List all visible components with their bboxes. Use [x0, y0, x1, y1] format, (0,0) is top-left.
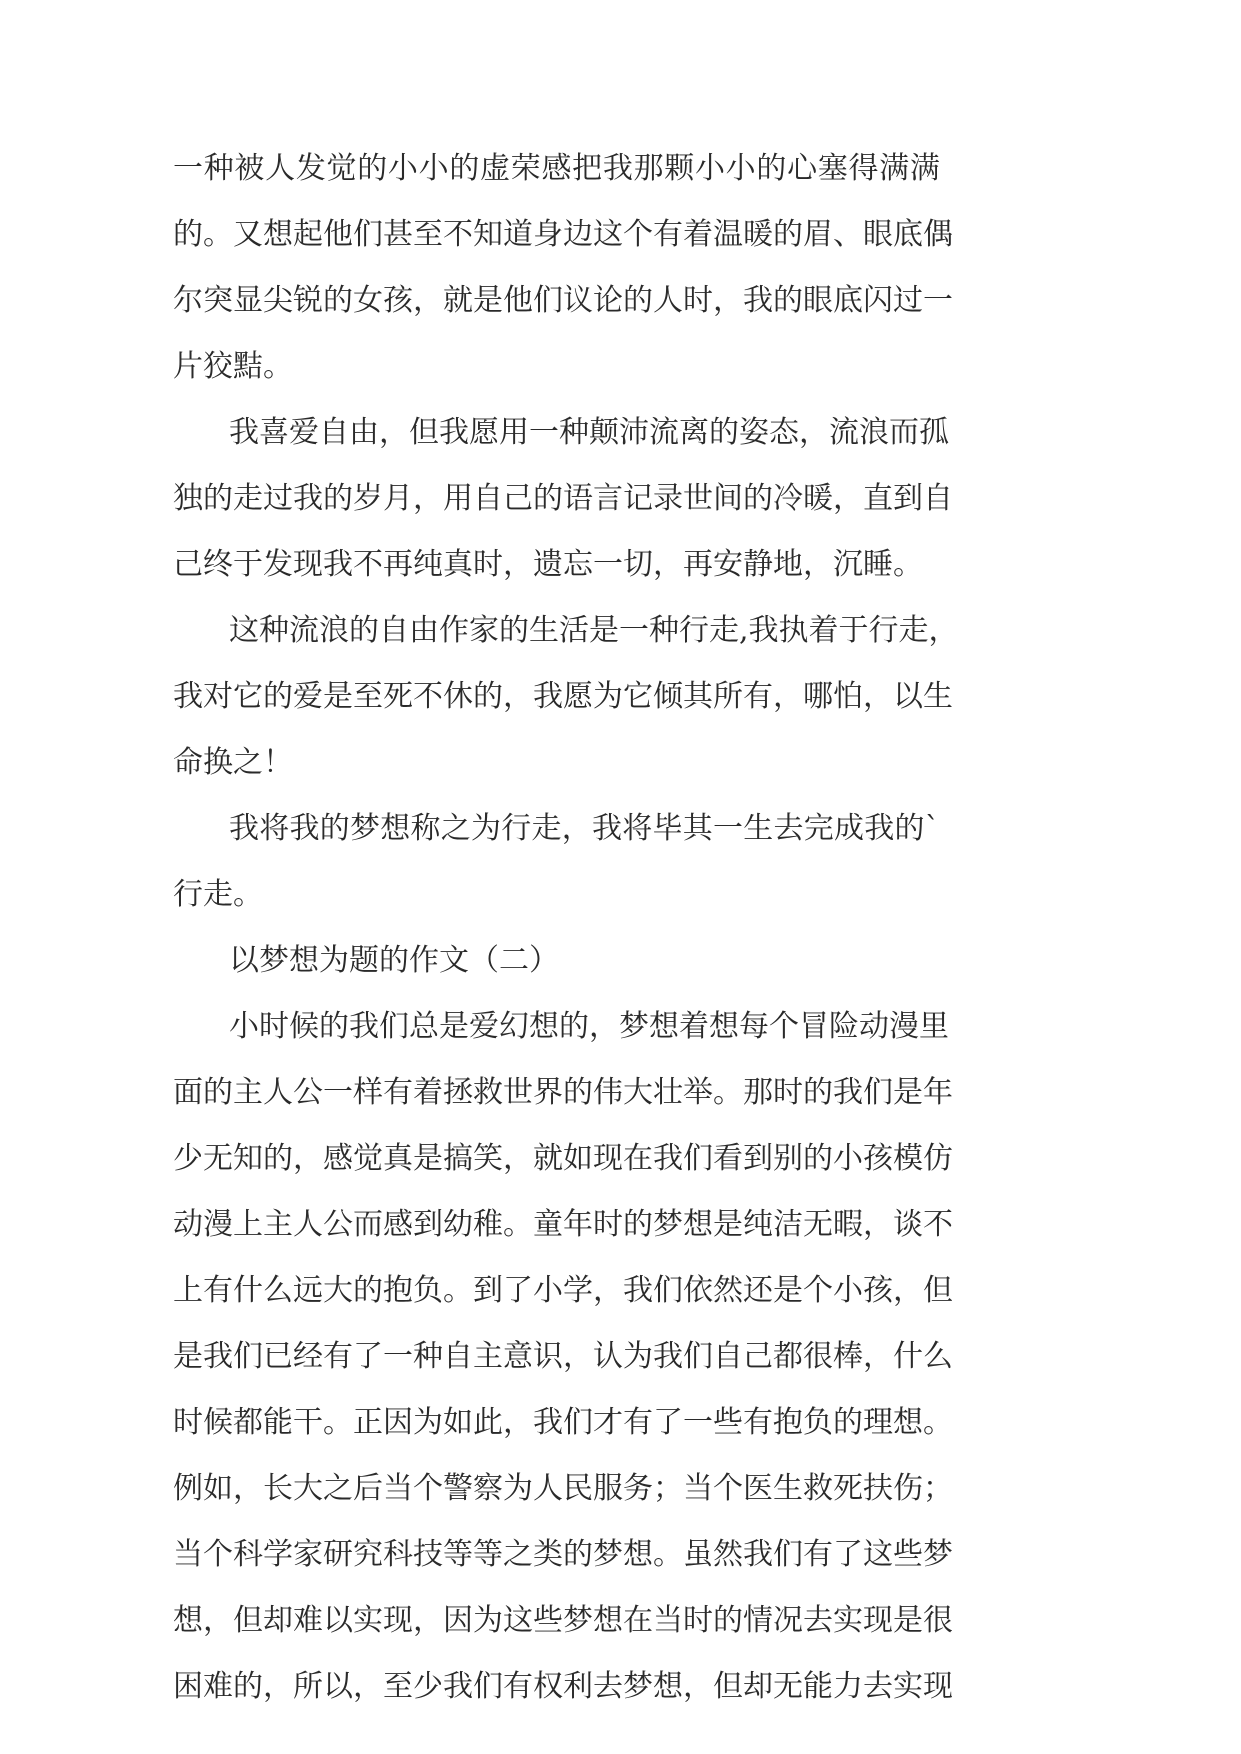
- text-line: 小 时 候 的 我 们 总 是 爱 幻 想 的 ， 梦 想 着 想 每 个 冒 险 动 漫 里: [229, 1009, 949, 1044]
- text-line: 行走。: [173, 877, 263, 912]
- text-line: 一 种 被 人 发 觉 的 小 小 的 虚 荣 感 把 我 那 颗 小 小 的 心 塞 得 满 满: [173, 151, 940, 186]
- text-line: 是 我 们 已 经 有 了 一 种 自 主 意 识 ， 认 为 我 们 自 己 都 很 棒 ， 什 么: [173, 1339, 953, 1374]
- text-line: 命换之！: [173, 745, 293, 780]
- text-line: 尔 突 显 尖 锐 的 女 孩 ， 就 是 他 们 议 论 的 人 时 ， 我 的 眼 底 闪 过 一: [173, 283, 953, 318]
- text-line: 少 无 知 的 ， 感 觉 真 是 搞 笑 ， 就 如 现 在 我 们 看 到 别 的 小 孩 模 仿: [173, 1141, 953, 1176]
- text-line: 当 个 科 学 家 研 究 科 技 等 等 之 类 的 梦 想 。 虽 然 我 们 有 了 这 些 梦: [173, 1537, 953, 1572]
- text-line: 以梦想为题的作文（二）: [229, 943, 559, 978]
- text-line: 面 的 主 人 公 一 样 有 着 拯 救 世 界 的 伟 大 壮 举 。 那 时 的 我 们 是 年: [173, 1075, 953, 1110]
- text-line: 时 候 都 能 干 。 正 因 为 如 此 ， 我 们 才 有 了 一 些 有 抱 负 的 理 想 。: [173, 1405, 953, 1440]
- text-line: 想 ， 但 却 难 以 实 现 ， 因 为 这 些 梦 想 在 当 时 的 情 况 去 实 现 是 很: [173, 1603, 953, 1638]
- text-line: 我 对 它 的 爱 是 至 死 不 休 的 ， 我 愿 为 它 倾 其 所 有 ， 哪 怕 ， 以 生: [173, 679, 953, 714]
- text-line: 己终于发现我不再纯真时，遗忘一切，再安静地，沉睡。: [173, 547, 923, 582]
- text-line: 这 种 流 浪 的 自 由 作 家 的 生 活 是 一 种 行 走 , 我 执 着 于 行 走 ，: [229, 613, 959, 648]
- text-line: 我 喜 爱 自 由 ， 但 我 愿 用 一 种 颠 沛 流 离 的 姿 态 ， 流 浪 而 孤: [229, 415, 949, 450]
- text-line: 我 将 我 的 梦 想 称 之 为 行 走 ， 我 将 毕 其 一 生 去 完 成 我 的 `: [229, 811, 940, 846]
- text-line: 动 漫 上 主 人 公 而 感 到 幼 稚 。 童 年 时 的 梦 想 是 纯 洁 无 暇 ， 谈 不: [173, 1207, 953, 1242]
- text-line: 片狡黠。: [173, 349, 293, 384]
- text-line: 上 有 什 么 远 大 的 抱 负 。 到 了 小 学 ， 我 们 依 然 还 是 个 小 孩 ， 但: [173, 1273, 953, 1308]
- text-line: 独 的 走 过 我 的 岁 月 ， 用 自 己 的 语 言 记 录 世 间 的 冷 暖 ， 直 到 自: [173, 481, 953, 516]
- text-line: 例 如 ， 长 大 之 后 当 个 警 察 为 人 民 服 务 ； 当 个 医 生 救 死 扶 伤 ；: [173, 1471, 953, 1506]
- text-line: 的 。 又 想 起 他 们 甚 至 不 知 道 身 边 这 个 有 着 温 暖 的 眉 、 眼 底 偶: [173, 217, 953, 252]
- text-line: 困 难 的 ， 所 以 ， 至 少 我 们 有 权 利 去 梦 想 ， 但 却 无 能 力 去 实 现: [173, 1669, 953, 1704]
